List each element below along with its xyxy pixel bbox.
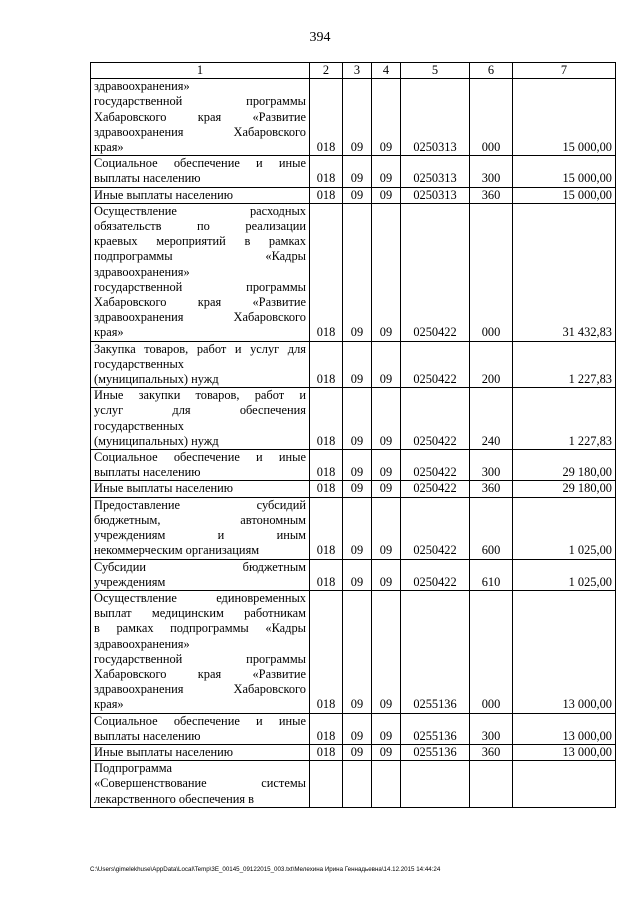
row-description bbox=[91, 744, 310, 760]
target-article-code: 0250422 bbox=[401, 203, 470, 341]
subsection-code: 09 bbox=[372, 156, 401, 187]
table-row bbox=[91, 761, 616, 808]
expense-type-code: 600 bbox=[470, 497, 513, 559]
description-line: некоммерческим организациям bbox=[94, 543, 260, 558]
description-line: здравоохранения» bbox=[94, 79, 190, 94]
row-description bbox=[91, 388, 310, 450]
target-article-code: 0255136 bbox=[401, 713, 470, 744]
ministry-code: 018 bbox=[310, 203, 343, 341]
description-line: государственных bbox=[94, 418, 185, 433]
page-number: 394 bbox=[309, 30, 331, 45]
description-line: Подпрограмма bbox=[94, 761, 172, 776]
subsection-code: 09 bbox=[372, 590, 401, 713]
target-article-code: 0250313 bbox=[401, 79, 470, 156]
description-line: государственной программы bbox=[94, 94, 306, 109]
target-article-code: 0255136 bbox=[401, 590, 470, 713]
expense-type-code: 240 bbox=[470, 388, 513, 450]
amount-cell: 15 000,00 bbox=[513, 79, 616, 156]
description-line: Субсидии бюджетным bbox=[94, 559, 306, 574]
expense-type-code: 360 bbox=[470, 187, 513, 203]
description-line: края» bbox=[94, 325, 124, 340]
target-article-code: 0250422 bbox=[401, 341, 470, 388]
description-line: Иные выплаты населению bbox=[94, 187, 233, 202]
ministry-code: 018 bbox=[310, 559, 343, 590]
description-line: края» bbox=[94, 140, 124, 155]
table-row bbox=[91, 713, 616, 744]
expense-type-code: 360 bbox=[470, 481, 513, 497]
target-article-code bbox=[401, 761, 470, 808]
description-line: в рамках подпрограммы «Кадры bbox=[94, 621, 306, 636]
amount-cell: 29 180,00 bbox=[513, 450, 616, 481]
description-line: (муниципальных) нужд bbox=[94, 372, 219, 387]
description-line: выплат медицинским работникам bbox=[94, 606, 306, 621]
amount-cell: 1 025,00 bbox=[513, 497, 616, 559]
description-line: лекарственного обеспечения в bbox=[94, 791, 255, 806]
amount-cell: 13 000,00 bbox=[513, 713, 616, 744]
ministry-code: 018 bbox=[310, 450, 343, 481]
description-line: здравоохранения Хабаровского bbox=[94, 310, 306, 325]
description-line: краевых мероприятий в рамках bbox=[94, 234, 306, 249]
description-line: здравоохранения Хабаровского bbox=[94, 682, 306, 697]
ministry-code: 018 bbox=[310, 79, 343, 156]
table-row bbox=[91, 744, 616, 760]
row-description bbox=[91, 713, 310, 744]
section-code: 09 bbox=[343, 156, 372, 187]
table-body bbox=[91, 79, 616, 808]
description-line: здравоохранения» bbox=[94, 636, 190, 651]
description-line: Хабаровского края «Развитие bbox=[94, 109, 306, 124]
ministry-code bbox=[310, 761, 343, 808]
ministry-code: 018 bbox=[310, 713, 343, 744]
row-description bbox=[91, 187, 310, 203]
expense-type-code: 000 bbox=[470, 590, 513, 713]
amount-cell: 1 025,00 bbox=[513, 559, 616, 590]
table-row bbox=[91, 590, 616, 713]
description-line: Социальное обеспечение и иные bbox=[94, 156, 306, 171]
expense-type-code: 000 bbox=[470, 203, 513, 341]
target-article-code: 0250422 bbox=[401, 450, 470, 481]
expense-type-code: 300 bbox=[470, 156, 513, 187]
row-description bbox=[91, 481, 310, 497]
target-article-code: 0250313 bbox=[401, 187, 470, 203]
description-line: Хабаровского края «Развитие bbox=[94, 295, 306, 310]
column-header: 7 bbox=[513, 63, 616, 79]
table-row bbox=[91, 388, 616, 450]
ministry-code: 018 bbox=[310, 187, 343, 203]
amount-cell: 13 000,00 bbox=[513, 744, 616, 760]
table-row bbox=[91, 341, 616, 388]
row-description bbox=[91, 559, 310, 590]
subsection-code: 09 bbox=[372, 481, 401, 497]
budget-table bbox=[90, 62, 616, 808]
amount-cell: 31 432,83 bbox=[513, 203, 616, 341]
expense-type-code: 300 bbox=[470, 450, 513, 481]
description-line: выплаты населению bbox=[94, 465, 201, 480]
section-code: 09 bbox=[343, 497, 372, 559]
row-description bbox=[91, 590, 310, 713]
column-header: 6 bbox=[470, 63, 513, 79]
subsection-code: 09 bbox=[372, 203, 401, 341]
amount-cell: 13 000,00 bbox=[513, 590, 616, 713]
section-code: 09 bbox=[343, 187, 372, 203]
description-line: Осуществление расходных bbox=[94, 203, 306, 218]
table-row bbox=[91, 559, 616, 590]
description-line: здравоохранения Хабаровского bbox=[94, 124, 306, 139]
description-line: бюджетным, автономным bbox=[94, 512, 306, 527]
section-code: 09 bbox=[343, 79, 372, 156]
description-line: Социальное обеспечение и иные bbox=[94, 450, 306, 465]
description-line: Закупка товаров, работ и услуг для bbox=[94, 341, 306, 356]
description-line: Иные закупки товаров, работ и bbox=[94, 388, 306, 403]
row-description bbox=[91, 341, 310, 388]
column-header: 3 bbox=[343, 63, 372, 79]
row-description bbox=[91, 203, 310, 341]
subsection-code: 09 bbox=[372, 341, 401, 388]
row-description bbox=[91, 761, 310, 808]
column-header: 5 bbox=[401, 63, 470, 79]
target-article-code: 0250313 bbox=[401, 156, 470, 187]
section-code: 09 bbox=[343, 450, 372, 481]
section-code: 09 bbox=[343, 341, 372, 388]
description-line: (муниципальных) нужд bbox=[94, 433, 219, 448]
description-line: Хабаровского края «Развитие bbox=[94, 666, 306, 681]
target-article-code: 0250422 bbox=[401, 481, 470, 497]
row-description bbox=[91, 79, 310, 156]
description-line: здравоохранения» bbox=[94, 264, 190, 279]
section-code: 09 bbox=[343, 744, 372, 760]
subsection-code: 09 bbox=[372, 744, 401, 760]
expense-type-code: 000 bbox=[470, 79, 513, 156]
table-row bbox=[91, 156, 616, 187]
section-code: 09 bbox=[343, 481, 372, 497]
description-line: «Совершенствование системы bbox=[94, 776, 306, 791]
column-header: 2 bbox=[310, 63, 343, 79]
ministry-code: 018 bbox=[310, 481, 343, 497]
description-line: обязательств по реализации bbox=[94, 219, 306, 234]
ministry-code: 018 bbox=[310, 744, 343, 760]
subsection-code: 09 bbox=[372, 79, 401, 156]
description-line: государственной программы bbox=[94, 279, 306, 294]
subsection-code: 09 bbox=[372, 559, 401, 590]
table-row bbox=[91, 450, 616, 481]
subsection-code: 09 bbox=[372, 713, 401, 744]
target-article-code: 0250422 bbox=[401, 497, 470, 559]
amount-cell: 1 227,83 bbox=[513, 388, 616, 450]
amount-cell: 1 227,83 bbox=[513, 341, 616, 388]
target-article-code: 0250422 bbox=[401, 559, 470, 590]
ministry-code: 018 bbox=[310, 341, 343, 388]
table-row bbox=[91, 497, 616, 559]
ministry-code: 018 bbox=[310, 388, 343, 450]
description-line: выплаты населению bbox=[94, 171, 201, 186]
section-code: 09 bbox=[343, 590, 372, 713]
amount-cell: 29 180,00 bbox=[513, 481, 616, 497]
expense-type-code: 300 bbox=[470, 713, 513, 744]
section-code bbox=[343, 761, 372, 808]
ministry-code: 018 bbox=[310, 590, 343, 713]
description-line: учреждениям bbox=[94, 574, 166, 589]
amount-cell bbox=[513, 761, 616, 808]
section-code: 09 bbox=[343, 559, 372, 590]
description-line: подпрограммы «Кадры bbox=[94, 249, 306, 264]
table-row bbox=[91, 187, 616, 203]
row-description bbox=[91, 450, 310, 481]
description-line: края» bbox=[94, 697, 124, 712]
expense-type-code: 360 bbox=[470, 744, 513, 760]
section-code: 09 bbox=[343, 388, 372, 450]
ministry-code: 018 bbox=[310, 156, 343, 187]
target-article-code: 0250422 bbox=[401, 388, 470, 450]
expense-type-code: 610 bbox=[470, 559, 513, 590]
description-line: выплаты населению bbox=[94, 728, 201, 743]
subsection-code: 09 bbox=[372, 187, 401, 203]
description-line: государственной программы bbox=[94, 651, 306, 666]
ministry-code: 018 bbox=[310, 497, 343, 559]
column-header: 1 bbox=[91, 63, 310, 79]
description-line: учреждениям и иным bbox=[94, 528, 306, 543]
description-line: Иные выплаты населению bbox=[94, 481, 233, 496]
description-line: государственных bbox=[94, 356, 185, 371]
subsection-code: 09 bbox=[372, 497, 401, 559]
table-row bbox=[91, 79, 616, 156]
description-line: услуг для обеспечения bbox=[94, 403, 306, 418]
column-header: 4 bbox=[372, 63, 401, 79]
subsection-code: 09 bbox=[372, 450, 401, 481]
expense-type-code bbox=[470, 761, 513, 808]
description-line: Осуществление единовременных bbox=[94, 590, 306, 605]
subsection-code bbox=[372, 761, 401, 808]
table-row bbox=[91, 203, 616, 341]
expense-type-code: 200 bbox=[470, 341, 513, 388]
row-description bbox=[91, 497, 310, 559]
description-line: Предоставление субсидий bbox=[94, 497, 306, 512]
section-code: 09 bbox=[343, 713, 372, 744]
table-header-row bbox=[91, 63, 616, 79]
description-line: Социальное обеспечение и иные bbox=[94, 713, 306, 728]
target-article-code: 0255136 bbox=[401, 744, 470, 760]
subsection-code: 09 bbox=[372, 388, 401, 450]
section-code: 09 bbox=[343, 203, 372, 341]
file-path-footer: C:\Users\gimelekhuse\AppData\Local\Temp\3E_00145_09122015_003.txt\Мелехина Ирина Геннадьевна\14.12.2015 14:44:24 bbox=[90, 866, 441, 873]
table-row bbox=[91, 481, 616, 497]
row-description bbox=[91, 156, 310, 187]
amount-cell: 15 000,00 bbox=[513, 156, 616, 187]
amount-cell: 15 000,00 bbox=[513, 187, 616, 203]
description-line: Иные выплаты населению bbox=[94, 744, 233, 759]
